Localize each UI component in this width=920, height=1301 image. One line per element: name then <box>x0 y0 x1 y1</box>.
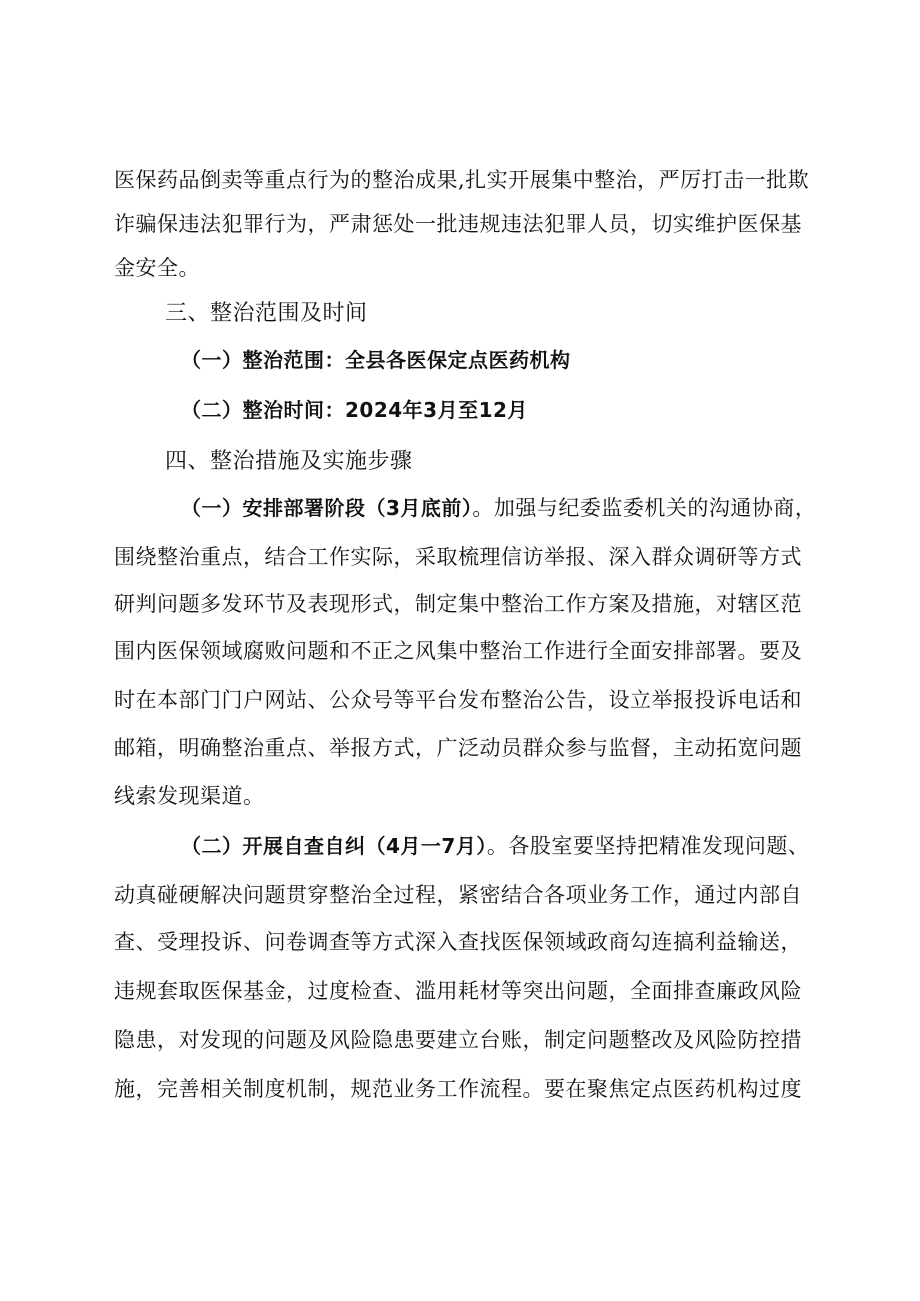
step-1-line-4: 围内医保领域腐败问题和不正之风集中整治工作进行全面安排部署。要及 <box>114 639 802 663</box>
section-3-heading: 三、整治范围及时间 <box>165 301 368 326</box>
intro-line-1: 医保药品倒卖等重点行为的整治成果,扎实开展集中整治，严厉打击一批欺 <box>114 168 810 192</box>
step-1-line-6: 邮箱，明确整治重点、举报方式，广泛动员群众参与监督，主动拓宽问题 <box>114 736 802 760</box>
step-1-first-line <box>181 494 816 522</box>
step-1-line-5: 时在本部门门户网站、公众号等平台发布整治公告，设立举报投诉电话和 <box>114 688 802 712</box>
step-2-line-3: 查、受理投诉、问卷调查等方式深入查找医保领域政商勾连搞利益输送， <box>114 930 802 954</box>
step-2-line-2: 动真碰硬解决问题贯穿整治全过程，紧密结合各项业务工作，通过内部自 <box>114 883 802 907</box>
step-1-line-3: 研判问题多发环节及表现形式，制定集中整治工作方案及措施，对辖区范 <box>114 592 802 616</box>
step-1-first-line-rest: 。加强与纪委监委机关的沟通协商， <box>472 496 817 520</box>
step-2-first-line-rest: 。各股室要坚持把精准发现问题、 <box>486 834 810 858</box>
intro-line-3: 金安全。 <box>114 256 200 280</box>
step-2-first-line <box>181 832 809 860</box>
step-1-line-2: 围绕整治重点，结合工作实际，采取梳理信访举报、深入群众调研等方式 <box>114 545 802 569</box>
step-2-title: （二）开展自查自纠（4月一7月） <box>181 834 487 858</box>
step-1-line-7: 线索发现渠道。 <box>114 784 265 808</box>
step-2-line-4: 违规套取医保基金，过度检查、滥用耗材等突出问题，全面排查廉政风险 <box>114 979 802 1003</box>
step-2-line-6: 施，完善相关制度机制，规范业务工作流程。要在聚焦定点医药机构过度 <box>114 1077 802 1101</box>
section-4-heading: 四、整治措施及实施步骤 <box>165 449 413 474</box>
step-1-title: （一）安排部署阶段（3月底前） <box>181 496 473 520</box>
section-3-item-2: （二）整治时间：2024年3月至12月 <box>181 398 528 422</box>
section-3-item-1: （一）整治范围：全县各医保定点医药机构 <box>181 348 571 372</box>
intro-line-2: 诈骗保违法犯罪行为，严肃惩处一批违规违法犯罪人员，切实维护医保基 <box>114 212 802 236</box>
step-2-line-5: 隐患，对发现的问题及风险隐患要建立台账，制定问题整改及风险防控措 <box>114 1028 802 1052</box>
